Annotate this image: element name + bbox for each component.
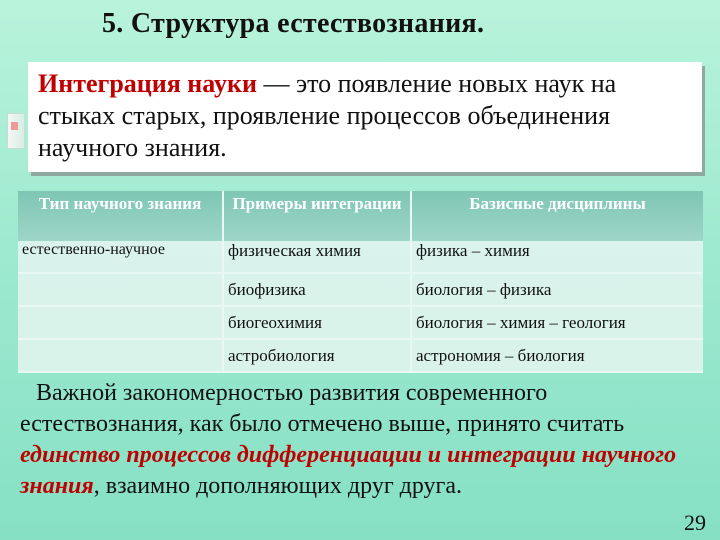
table-cell: астрономия – биология bbox=[411, 339, 703, 372]
table-cell: физика – химия bbox=[411, 241, 703, 273]
table-cell: биология – физика bbox=[411, 273, 703, 306]
paragraph-text-end: , взаимно дополняющих друг друга. bbox=[93, 473, 463, 499]
table-cell: биофизика bbox=[223, 273, 411, 306]
table-cell bbox=[18, 339, 223, 372]
paragraph-text: Важной закономерностью развития современного естествознания, как было отмечено выше, принято считать bbox=[20, 380, 625, 437]
table-cell: биология – химия – геология bbox=[411, 306, 703, 339]
summary-paragraph bbox=[20, 378, 690, 502]
table-row bbox=[18, 339, 703, 372]
definition-box bbox=[28, 62, 702, 172]
table-header-row bbox=[18, 191, 703, 241]
paragraph-emphasis: единство процессов дифференциации и интеграции научного знания bbox=[20, 442, 677, 499]
table-cell: астробиология bbox=[223, 339, 411, 372]
table-cell: биогеохимия bbox=[223, 306, 411, 339]
table-cell: естественно-научное bbox=[18, 241, 223, 273]
table-cell bbox=[18, 306, 223, 339]
definition-text: — это появление новых наук на стыках старых, проявление процессов объединения научного знания. bbox=[38, 69, 617, 162]
header-integration-examples: Примеры интеграции bbox=[223, 191, 411, 241]
table-cell: физическая химия bbox=[223, 241, 411, 273]
definition-term: Интеграция науки bbox=[38, 69, 257, 98]
table-cell bbox=[18, 273, 223, 306]
header-knowledge-type: Тип научного знания bbox=[18, 191, 223, 241]
integration-table bbox=[18, 191, 703, 373]
header-base-disciplines: Базисные дисциплины bbox=[411, 191, 703, 241]
table-row bbox=[18, 241, 703, 273]
table-row bbox=[18, 273, 703, 306]
page-number: 29 bbox=[684, 510, 706, 535]
side-marker-decoration bbox=[7, 113, 25, 149]
slide-title: 5. Структура естествознания. bbox=[102, 8, 485, 39]
table-row bbox=[18, 306, 703, 339]
